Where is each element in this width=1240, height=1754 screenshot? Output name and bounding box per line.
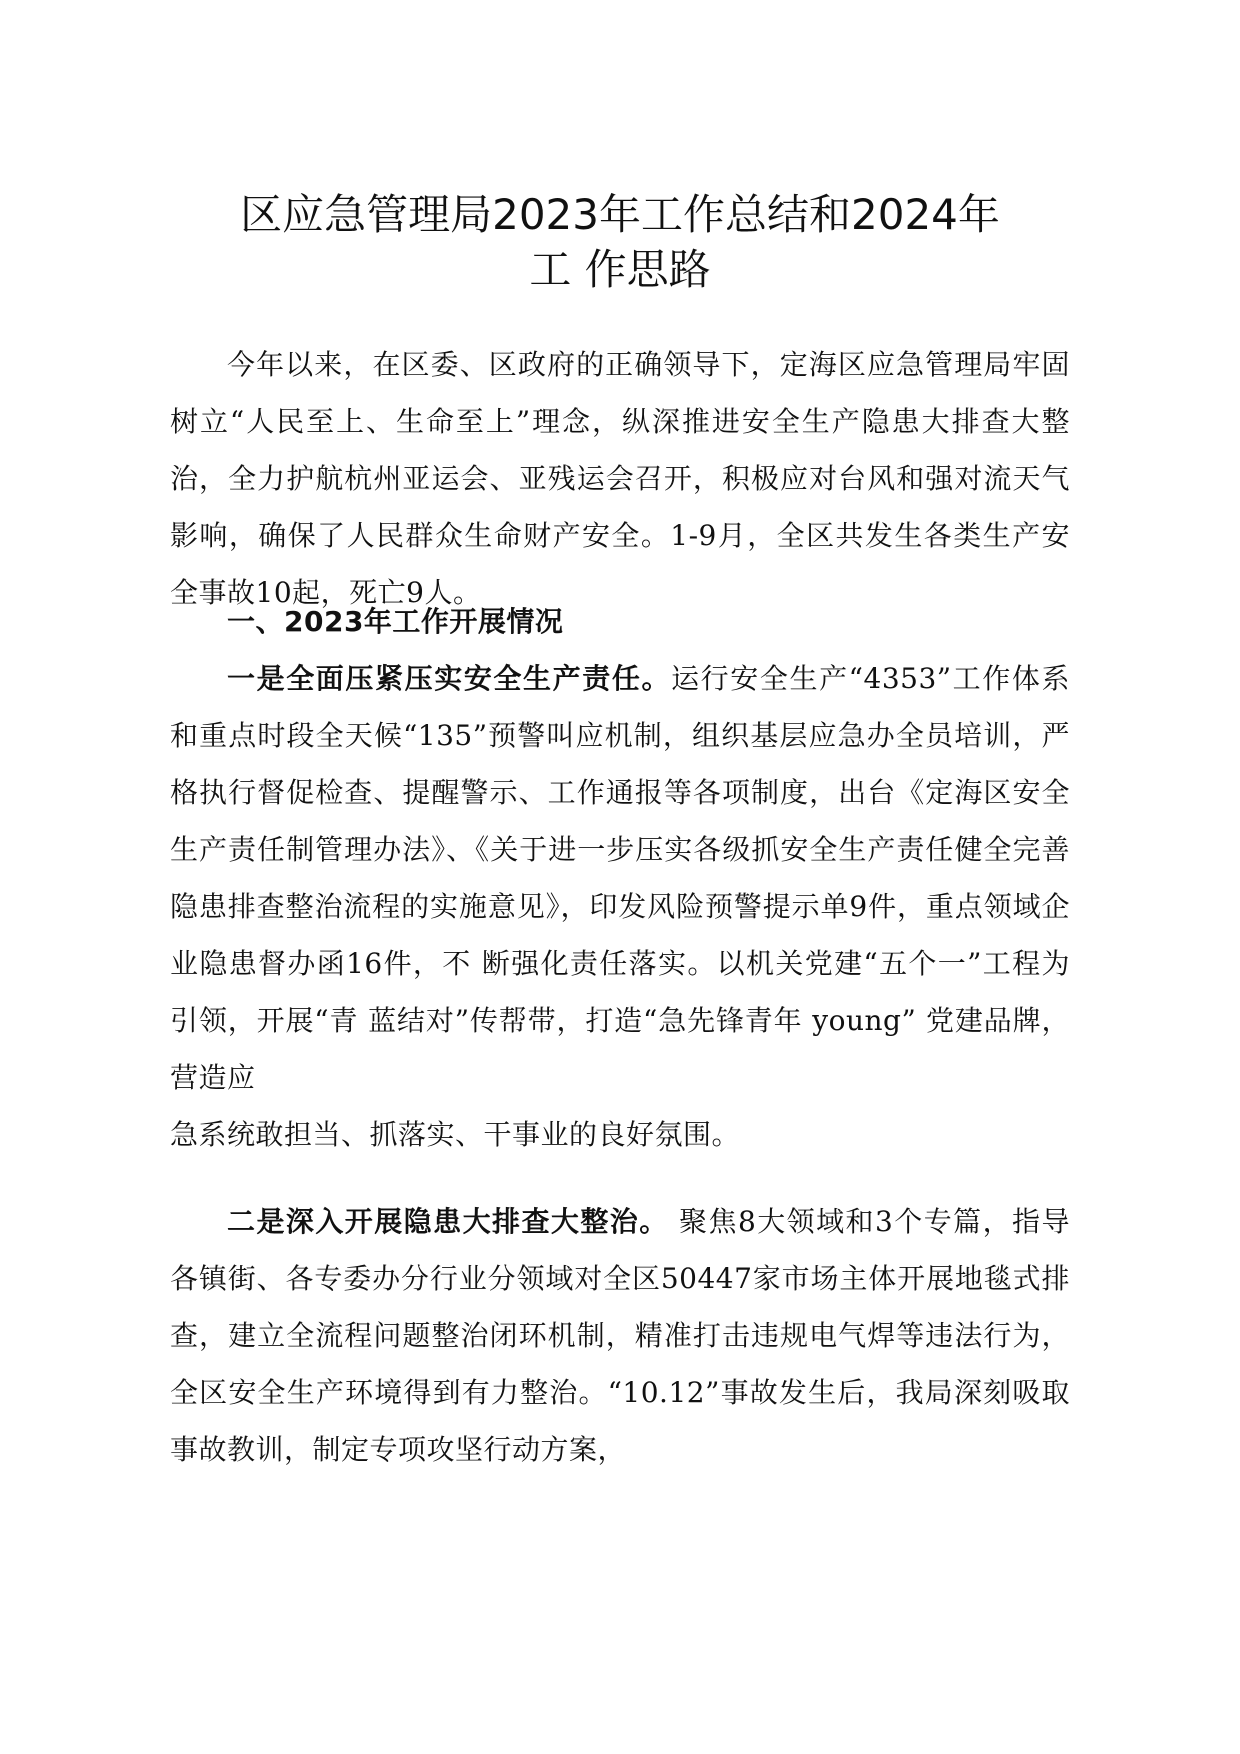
item-1-text: 运行安全生产“4353”工作体系和重点时段全天候“135”预警叫应机制，组织基层应急办全员培训，严格执行督促检查、提醒警示、工作通报等各项制度，出台《定海区安全生产责任制管理办法》、《关于进一步压实各级抓安全生产责任健全完善隐患排查整治流程的实施意见》，印发风险预警提示单9件，重点领域企业隐患督办函16件，不 断强化责任落实。以机关党建“五个一”工程为引领，开展“青 蓝结对”传帮带，打造“急先锋青年 young” 党建品牌，营造应 xyxy=(170,662,1070,1094)
item-1-lead: 一是全面压紧压实安全生产责任。 xyxy=(227,662,672,695)
item-1-paragraph xyxy=(170,650,1070,1163)
intro-paragraph: 今年以来，在区委、区政府的正确领导下，定海区应急管理局牢固树立“人民至上、生命至上”理念，纵深推进安全生产隐患大排查大整治，全力护航杭州亚运会、亚残运会召开，积极应对台风和强对流天气影响，确保了人民群众生命财产安全。1-9月，全区共发生各类生产安全事故10起，死亡9人。 xyxy=(170,348,1070,609)
document-title-line-1: 区应急管理局2023年工作总结和2024年 xyxy=(240,190,1000,239)
item-2-paragraph xyxy=(170,1193,1070,1478)
document-title-line-2: 工 作思路 xyxy=(529,245,711,294)
item-2-lead: 二是深入开展隐患大排查大整治。 xyxy=(227,1205,669,1238)
section-heading: 一、2023年工作开展情况 xyxy=(227,605,564,638)
item-1-continuation: 急系统敢担当、抓落实、干事业的良好氛围。 xyxy=(170,1118,741,1151)
item-2-text: 聚焦8大领域和3个专篇，指导各镇街、各专委办分行业分领域对全区50447家市场主体开展地毯式排查，建立全流程问题整治闭环机制，精准打击违规电气焊等违法行为，全区安全生产环境得到有力整治。“10.12”事故发生后，我局深刻吸取事故教训，制定专项攻坚行动方案， xyxy=(170,1205,1070,1466)
